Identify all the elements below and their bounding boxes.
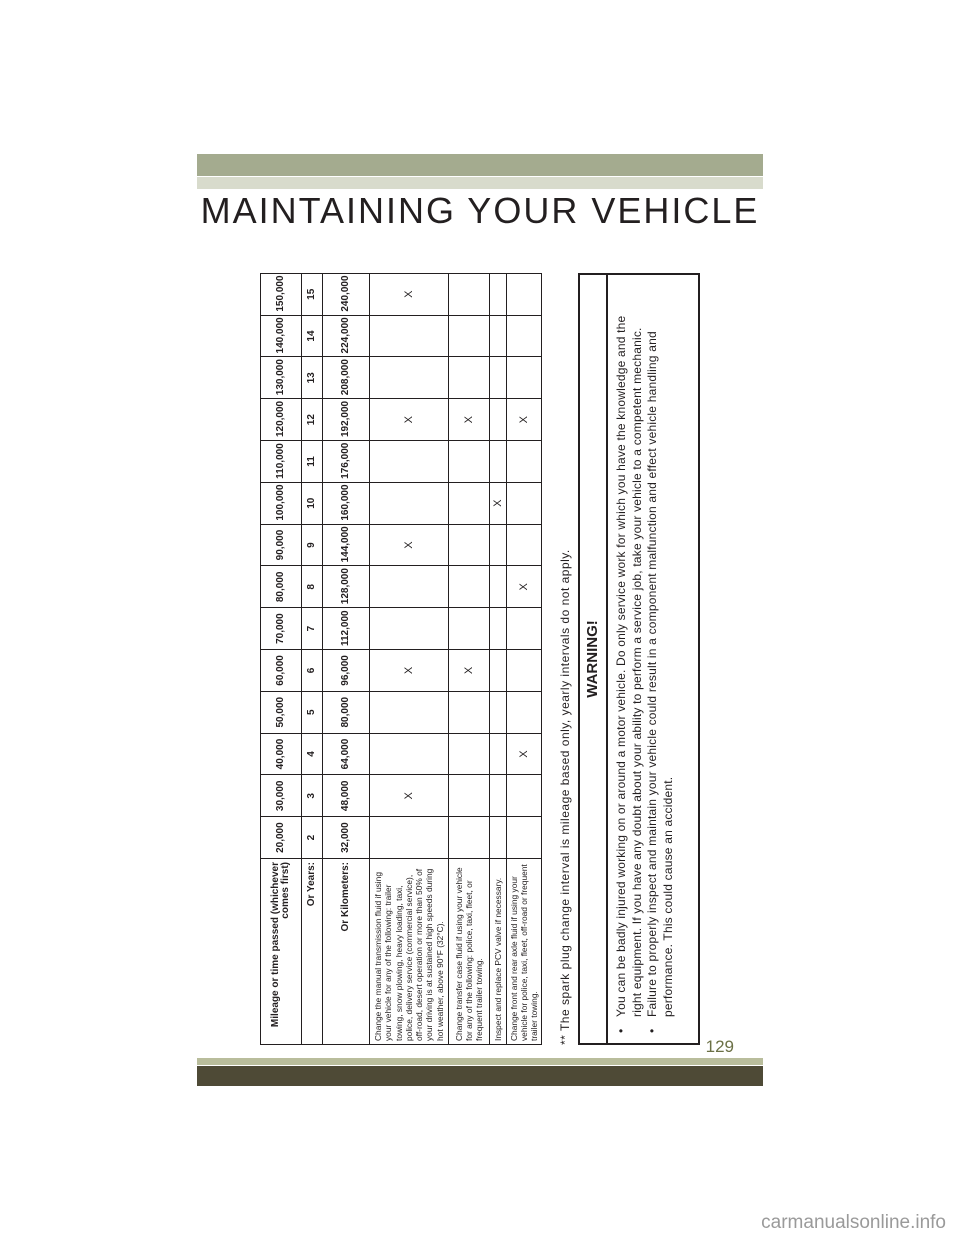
- service-mark: [507, 273, 542, 315]
- service-mark: [490, 691, 507, 733]
- service-mark: [449, 273, 490, 315]
- service-description: Change transfer case fluid if using your vehicle for any of the following: police, taxi, fleet, or frequent trailer towing.: [449, 859, 490, 1045]
- service-mark: [490, 775, 507, 817]
- warning-box: [578, 273, 700, 1045]
- service-mark: [490, 608, 507, 650]
- service-mark: [370, 691, 449, 733]
- service-mark: [507, 650, 542, 692]
- mileage-value: 50,000: [261, 691, 302, 733]
- service-mark: [449, 524, 490, 566]
- service-mark: [490, 566, 507, 608]
- service-mark: X: [449, 650, 490, 692]
- service-mark: [449, 733, 490, 775]
- mileage-value: 70,000: [261, 608, 302, 650]
- years-value: 6: [302, 650, 323, 692]
- service-mark: X: [507, 399, 542, 441]
- service-row: [449, 273, 490, 1044]
- kilometers-label: Or Kilometers:: [323, 859, 370, 1045]
- mileage-value: 20,000: [261, 817, 302, 859]
- warning-list: [614, 275, 676, 1043]
- service-mark: [449, 315, 490, 357]
- footer-watermark: carmanualsonline.info: [761, 1212, 946, 1233]
- years-value: 2: [302, 817, 323, 859]
- service-mark: [490, 399, 507, 441]
- years-value: 7: [302, 608, 323, 650]
- warning-text: You can be badly injured working on or around a motor vehicle. Do only service work for which you have the knowledge and the right equipment. If you have any doubt about your ability to perform a service job, take your vehicle to a competent mechanic.: [614, 315, 644, 1017]
- service-mark: [490, 315, 507, 357]
- mileage-value: 110,000: [261, 441, 302, 483]
- kilometers-value: 32,000: [323, 817, 370, 859]
- years-value: 12: [302, 399, 323, 441]
- years-value: 11: [302, 441, 323, 483]
- service-description: Inspect and replace PCV valve if necessary.: [490, 859, 507, 1045]
- service-mark: [449, 608, 490, 650]
- service-mark: [507, 691, 542, 733]
- maintenance-schedule-table: [260, 273, 542, 1045]
- service-mark: X: [507, 566, 542, 608]
- header-band-dark: [197, 154, 763, 176]
- mileage-value: 100,000: [261, 482, 302, 524]
- years-value: 13: [302, 357, 323, 399]
- bullet: •: [645, 1028, 659, 1033]
- service-mark: [370, 357, 449, 399]
- service-mark: [449, 691, 490, 733]
- service-mark: [507, 817, 542, 859]
- service-mark: [490, 733, 507, 775]
- service-mark: [490, 650, 507, 692]
- years-value: 15: [302, 273, 323, 315]
- kilometers-value: 96,000: [323, 650, 370, 692]
- service-description: Change front and rear axle fluid if using your vehicle for police, taxi, fleet, off-road or frequent trailer towing.: [507, 859, 542, 1045]
- service-mark: X: [370, 524, 449, 566]
- service-mark: [507, 357, 542, 399]
- service-mark: [370, 608, 449, 650]
- service-mark: [449, 441, 490, 483]
- service-mark: [449, 775, 490, 817]
- years-value: 3: [302, 775, 323, 817]
- years-value: 9: [302, 524, 323, 566]
- years-label: Or Years:: [302, 859, 323, 1045]
- years-value: 14: [302, 315, 323, 357]
- years-value: 4: [302, 733, 323, 775]
- service-mark: [490, 817, 507, 859]
- kilometers-value: 144,000: [323, 524, 370, 566]
- mileage-value: 150,000: [261, 273, 302, 315]
- service-mark: [370, 441, 449, 483]
- header-band-light: [197, 177, 763, 189]
- service-mark: [507, 524, 542, 566]
- rotated-content: [260, 273, 700, 1045]
- footer-band-light: [197, 1058, 763, 1065]
- service-mark: [449, 566, 490, 608]
- warning-text: Failure to properly inspect and maintain your vehicle could result in a component malfunction and effect vehicle handling and performance. This could cause an accident.: [645, 331, 675, 1017]
- service-mark: X: [370, 273, 449, 315]
- service-mark: [370, 315, 449, 357]
- mileage-value: 120,000: [261, 399, 302, 441]
- service-mark: X: [370, 399, 449, 441]
- spark-plug-footnote: ** The spark plug change interval is mileage based only, yearly intervals do not apply.: [558, 549, 572, 1045]
- footer-band-dark: [197, 1066, 763, 1086]
- mileage-value: 90,000: [261, 524, 302, 566]
- service-mark: X: [449, 399, 490, 441]
- service-row: [490, 273, 507, 1044]
- kilometers-value: 176,000: [323, 441, 370, 483]
- years-value: 8: [302, 566, 323, 608]
- bullet: •: [614, 1028, 628, 1033]
- service-mark: [370, 733, 449, 775]
- kilometers-value: 192,000: [323, 399, 370, 441]
- service-mark: [507, 608, 542, 650]
- kilometers-row: [323, 273, 370, 1044]
- service-mark: X: [370, 775, 449, 817]
- service-mark: [507, 441, 542, 483]
- service-mark: X: [370, 650, 449, 692]
- service-mark: [370, 482, 449, 524]
- kilometers-value: 240,000: [323, 273, 370, 315]
- service-mark: [449, 482, 490, 524]
- years-row: [302, 273, 323, 1044]
- kilometers-value: 160,000: [323, 482, 370, 524]
- service-row: [370, 273, 449, 1044]
- service-description: Change the manual transmission fluid if using your vehicle for any of the following: trailer towing, snow plowing, heavy loading, taxi, police, delivery service (commercial service), off-road, desert operation or more than 50% of your driving is at sustained high speeds during hot weather, above 90°F (32°C).: [370, 859, 449, 1045]
- years-value: 5: [302, 691, 323, 733]
- mileage-value: 130,000: [261, 357, 302, 399]
- kilometers-value: 128,000: [323, 566, 370, 608]
- service-mark: X: [507, 733, 542, 775]
- service-mark: [490, 441, 507, 483]
- service-mark: X: [490, 482, 507, 524]
- service-mark: [507, 775, 542, 817]
- mileage-label: Mileage or time passed (whichever comes first): [261, 859, 302, 1045]
- kilometers-value: 112,000: [323, 608, 370, 650]
- years-value: 10: [302, 482, 323, 524]
- mileage-value: 80,000: [261, 566, 302, 608]
- service-mark: [370, 817, 449, 859]
- kilometers-value: 224,000: [323, 315, 370, 357]
- service-mark: [490, 273, 507, 315]
- mileage-row: [261, 273, 302, 1044]
- kilometers-value: 80,000: [323, 691, 370, 733]
- service-mark: [490, 524, 507, 566]
- mileage-value: 140,000: [261, 315, 302, 357]
- service-mark: [449, 817, 490, 859]
- kilometers-value: 48,000: [323, 775, 370, 817]
- mileage-value: 30,000: [261, 775, 302, 817]
- kilometers-value: 64,000: [323, 733, 370, 775]
- service-mark: [370, 566, 449, 608]
- warning-title: WARNING!: [580, 275, 608, 1043]
- warning-item: [614, 291, 645, 1033]
- rotated-content-inner: [260, 273, 700, 1045]
- service-row: [507, 273, 542, 1044]
- mileage-value: 40,000: [261, 733, 302, 775]
- service-mark: [490, 357, 507, 399]
- service-mark: [507, 482, 542, 524]
- kilometers-value: 208,000: [323, 357, 370, 399]
- mileage-value: 60,000: [261, 650, 302, 692]
- service-mark: [507, 315, 542, 357]
- section-title: MAINTAINING YOUR VEHICLE: [200, 190, 760, 231]
- warning-item: [645, 291, 676, 1033]
- service-mark: [449, 357, 490, 399]
- page-number: 129: [705, 1037, 734, 1056]
